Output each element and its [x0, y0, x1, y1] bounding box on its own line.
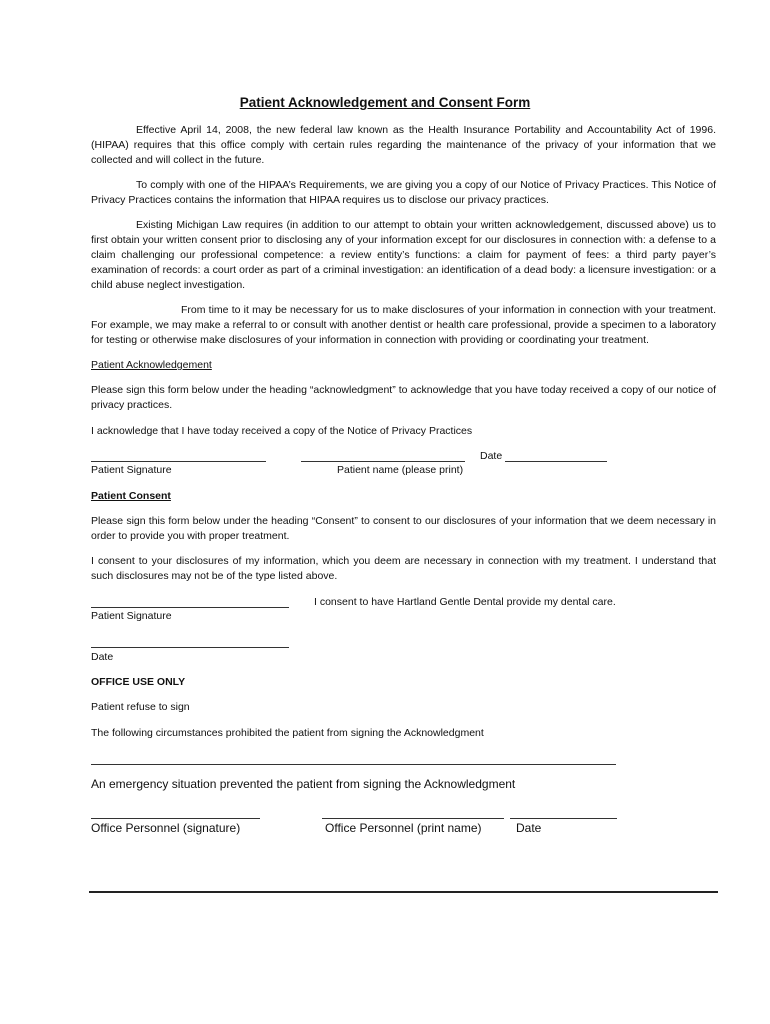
personnel-date-label: Date	[516, 821, 542, 835]
consent-heading: Patient Consent	[91, 490, 171, 502]
office-use-heading: OFFICE USE ONLY	[91, 676, 186, 688]
personnel-date-line[interactable]	[510, 818, 617, 819]
consent-date-line[interactable]	[91, 647, 289, 648]
patient-signature-label: Patient Signature	[91, 464, 172, 476]
personnel-name-line[interactable]	[322, 818, 504, 819]
notice-paragraph: To comply with one of the HIPAA’s Requirements, we are giving you a copy of our Notice of Privacy Practices. This Notice of Privacy Practices contains the information that HIPAA requires us to disclose our privacy practices.	[91, 179, 716, 206]
patient-refuse-label: Patient refuse to sign	[91, 701, 190, 713]
dental-care-consent: I consent to have Hartland Gentle Dental provide my dental care.	[314, 596, 616, 608]
acknowledgement-date-line[interactable]	[505, 461, 607, 462]
consent-signature-label: Patient Signature	[91, 610, 172, 622]
consent-date-label: Date	[91, 651, 114, 663]
patient-name-line[interactable]	[301, 461, 465, 462]
personnel-signature-line[interactable]	[91, 818, 260, 819]
patient-name-label: Patient name (please print)	[337, 464, 464, 476]
consent-statement: I consent to your disclosures of my information, which you deem are necessary in connection with my treatment. I understand that such disclosures may not be of the type listed above.	[91, 555, 716, 582]
michigan-law-paragraph: Existing Michigan Law requires (in addition to our attempt to obtain your written acknowledgement, discussed above) us to first obtain your written consent prior to disclosing any of your information except for our disclosures in connection with: a defense to a claim challenging our professional competence: a review entity’s functions: a claim for payment of fees: a third party payer’s examination of records: a court order as part of a criminal investigation: an identification of a dead body: a licensure investigation: or a child abuse neglect investigation.	[91, 219, 716, 291]
patient-signature-line[interactable]	[91, 461, 266, 462]
emergency-label: An emergency situation prevented the patient from signing the Acknowledgment	[91, 777, 516, 791]
personnel-signature-label: Office Personnel (signature)	[91, 821, 241, 835]
personnel-name-label: Office Personnel (print name)	[325, 821, 482, 835]
circumstances-label: The following circumstances prohibited the patient from signing the Acknowledgment	[91, 727, 484, 739]
consent-instruction: Please sign this form below under the heading “Consent” to consent to our disclosures of your information that we deem necessary in order to provide you with proper treatment.	[91, 515, 716, 542]
acknowledgement-date-label: Date	[480, 450, 503, 462]
circumstances-line[interactable]	[91, 764, 616, 765]
intro-paragraph: Effective April 14, 2008, the new federal law known as the Health Insurance Portability and Accountability Act of 1996. (HIPAA) requires that this office comply with certain rules regarding the maintenance of the privacy of your information that we collected and will collect in the future.	[91, 124, 716, 166]
consent-signature-line[interactable]	[91, 607, 289, 608]
disclosures-paragraph: From time to it may be necessary for us to make disclosures of your information in connection with your treatment. For example, we may make a referral to or consult with another dentist or health care professional, provide a specimen to a laboratory for testing or otherwise make disclosures of your information in connection with providing or coordinating your treatment.	[91, 304, 716, 346]
acknowledgement-heading: Patient Acknowledgement	[91, 359, 212, 371]
acknowledgement-instruction: Please sign this form below under the heading “acknowledgment” to acknowledge that you have today received a copy of our notice of privacy practices.	[91, 384, 716, 411]
page-title: Patient Acknowledgement and Consent Form	[239, 95, 531, 110]
acknowledgement-statement: I acknowledge that I have today received a copy of the Notice of Privacy Practices	[91, 425, 473, 437]
footer-rule	[89, 891, 718, 893]
